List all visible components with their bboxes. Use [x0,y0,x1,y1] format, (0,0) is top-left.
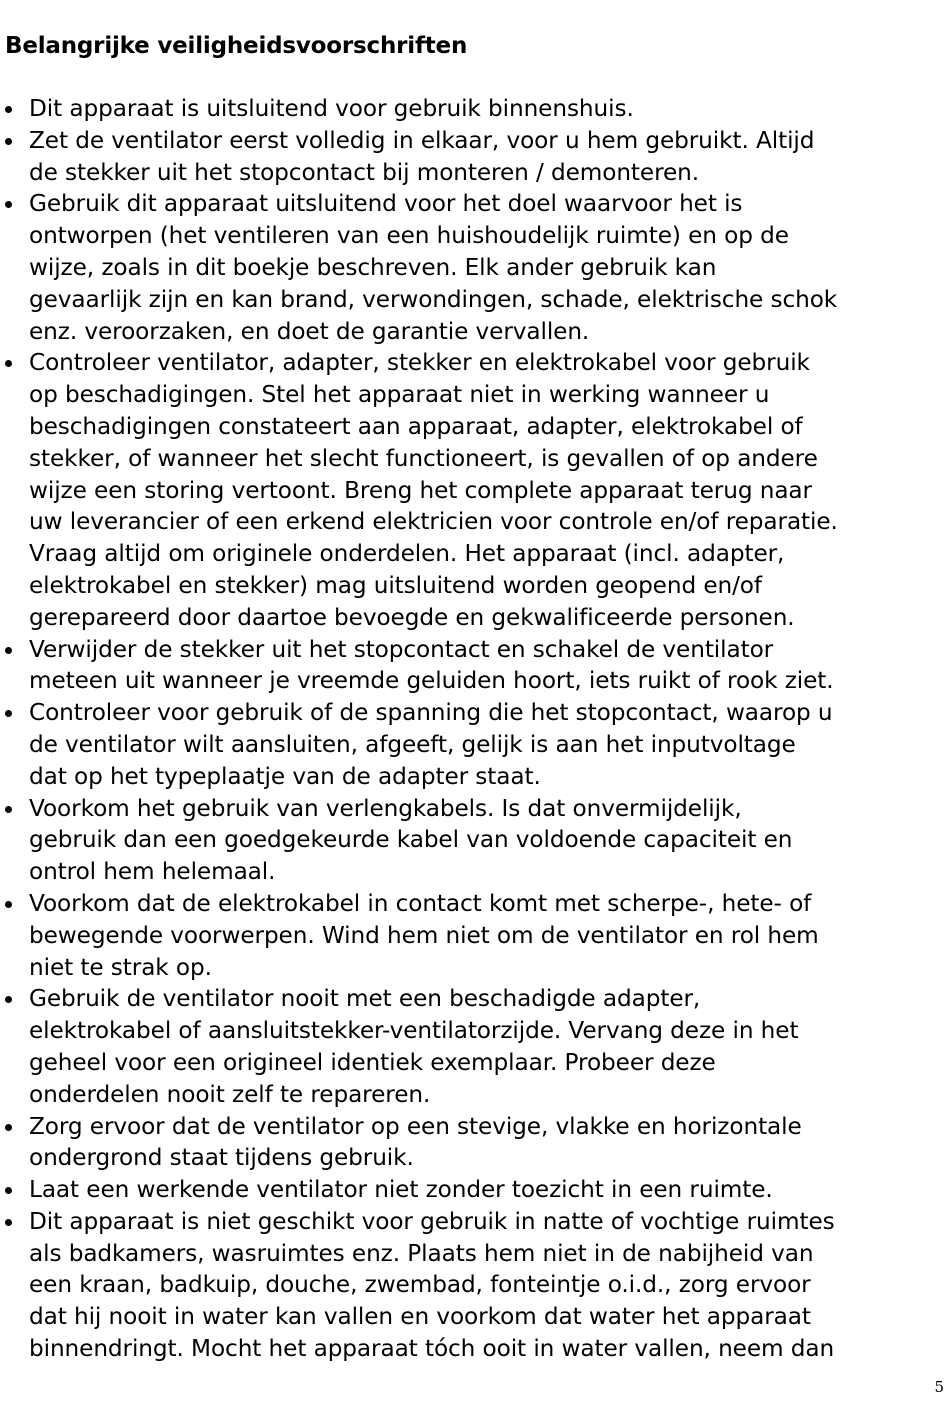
bullet-icon [5,106,12,113]
bullet-icon [5,138,12,145]
text-line: wijze een storing vertoont. Breng het complete apparaat terug naar [29,476,812,504]
text-line: ontworpen (het ventileren van een huishoudelijk ruimte) en op de [29,222,789,250]
list-item [0,888,950,983]
text-line: bewegende voorwerpen. Wind hem niet om de ventilator en rol hem [29,921,819,949]
list-item [0,634,950,698]
bullet-icon [5,710,12,717]
bullet-icon [5,1124,12,1131]
text-line: niet te strak op. [29,953,212,981]
text-line: dat op het typeplaatje van de adapter staat. [29,762,541,790]
bullet-icon [5,996,12,1003]
text-line: Zorg ervoor dat de ventilator op een stevige, vlakke en horizontale [29,1112,802,1140]
list-item [0,125,950,189]
list-item [0,1206,950,1365]
text-line: Laat een werkende ventilator niet zonder toezicht in een ruimte. [29,1176,773,1204]
text-line: geheel voor een origineel identiek exemplaar. Probeer deze [29,1048,716,1076]
bullet-icon [5,1187,12,1194]
text-line: Voorkom dat de elektrokabel in contact komt met scherpe-, hete- of [29,889,812,917]
text-line: als badkamers, wasruimtes enz. Plaats hem niet in de nabijheid van [29,1239,814,1267]
text-line: onderdelen nooit zelf te repareren. [29,1080,431,1108]
text-line: Controleer voor gebruik of de spanning die het stopcontact, waarop u [29,699,833,727]
text-line: ondergrond staat tijdens gebruik. [29,1144,414,1172]
safety-instructions-list [0,93,950,1365]
text-line: dat hij nooit in water kan vallen en voorkom dat water het apparaat [29,1303,811,1331]
text-line: gebruik dan een goedgekeurde kabel van voldoende capaciteit en [29,826,793,854]
text-line: een kraan, badkuip, douche, zwembad, fonteintje o.i.d., zorg ervoor [29,1271,811,1299]
text-line: Controleer ventilator, adapter, stekker en elektrokabel voor gebruik [29,349,810,377]
text-line: Dit apparaat is uitsluitend voor gebruik binnenshuis. [29,95,634,122]
text-line: Dit apparaat is niet geschikt voor gebruik in natte of vochtige ruimtes [29,1207,835,1235]
bullet-icon [5,360,12,367]
text-line: beschadigingen constateert aan apparaat, adapter, elektrokabel of [29,412,803,440]
text-line: gevaarlijk zijn en kan brand, verwondingen, schade, elektrische schok [29,285,838,313]
text-line: Gebruik dit apparaat uitsluitend voor het doel waarvoor het is [29,190,743,218]
text-line: stekker, of wanneer het slecht functioneert, is gevallen of op andere [29,444,818,472]
bullet-icon [5,201,12,208]
text-line: ontrol hem helemaal. [29,858,276,886]
list-item [0,793,950,888]
text-line: meteen uit wanneer je vreemde geluiden hoort, iets ruikt of rook ziet. [29,667,834,695]
text-line: Zet de ventilator eerst volledig in elkaar, voor u hem gebruikt. Altijd [29,126,815,154]
text-line: de stekker uit het stopcontact bij monteren / demonteren. [29,158,700,186]
text-line: de ventilator wilt aansluiten, afgeeft, gelijk is aan het inputvoltage [29,730,796,758]
page-number: 5 [934,1378,944,1396]
list-item [0,1174,950,1206]
bullet-icon [5,1219,12,1226]
list-item [0,93,950,125]
text-line: enz. veroorzaken, en doet de garantie vervallen. [29,317,590,345]
text-line: Verwijder de stekker uit het stopcontact en schakel de ventilator [29,635,774,663]
text-line: op beschadigingen. Stel het apparaat niet in werking wanneer u [29,381,770,409]
text-line: Vraag altijd om originele onderdelen. Het apparaat (incl. adapter, [29,540,785,568]
text-line: elektrokabel en stekker) mag uitsluitend worden geopend en/of [29,571,762,599]
text-line: Voorkom het gebruik van verlengkabels. Is dat onvermijdelijk, [29,794,742,822]
text-line: uw leverancier of een erkend elektricien voor controle en/of reparatie. [29,508,838,536]
list-item [0,983,950,1110]
page-title: Belangrijke veiligheidsvoorschriften [5,33,468,59]
list-item [0,1111,950,1175]
bullet-icon [5,647,12,654]
text-line: Gebruik de ventilator nooit met een beschadigde adapter, [29,985,701,1013]
text-line: binnendringt. Mocht het apparaat tóch ooit in water vallen, neem dan [29,1335,835,1363]
text-line: gerepareerd door daartoe bevoegde en gekwalificeerde personen. [29,603,795,631]
text-line: elektrokabel of aansluitstekker-ventilatorzijde. Vervang deze in het [29,1017,799,1045]
list-item [0,697,950,792]
text-line: wijze, zoals in dit boekje beschreven. Elk ander gebruik kan [29,253,717,281]
bullet-icon [5,806,12,813]
bullet-icon [5,901,12,908]
list-item [0,347,950,633]
list-item [0,188,950,347]
